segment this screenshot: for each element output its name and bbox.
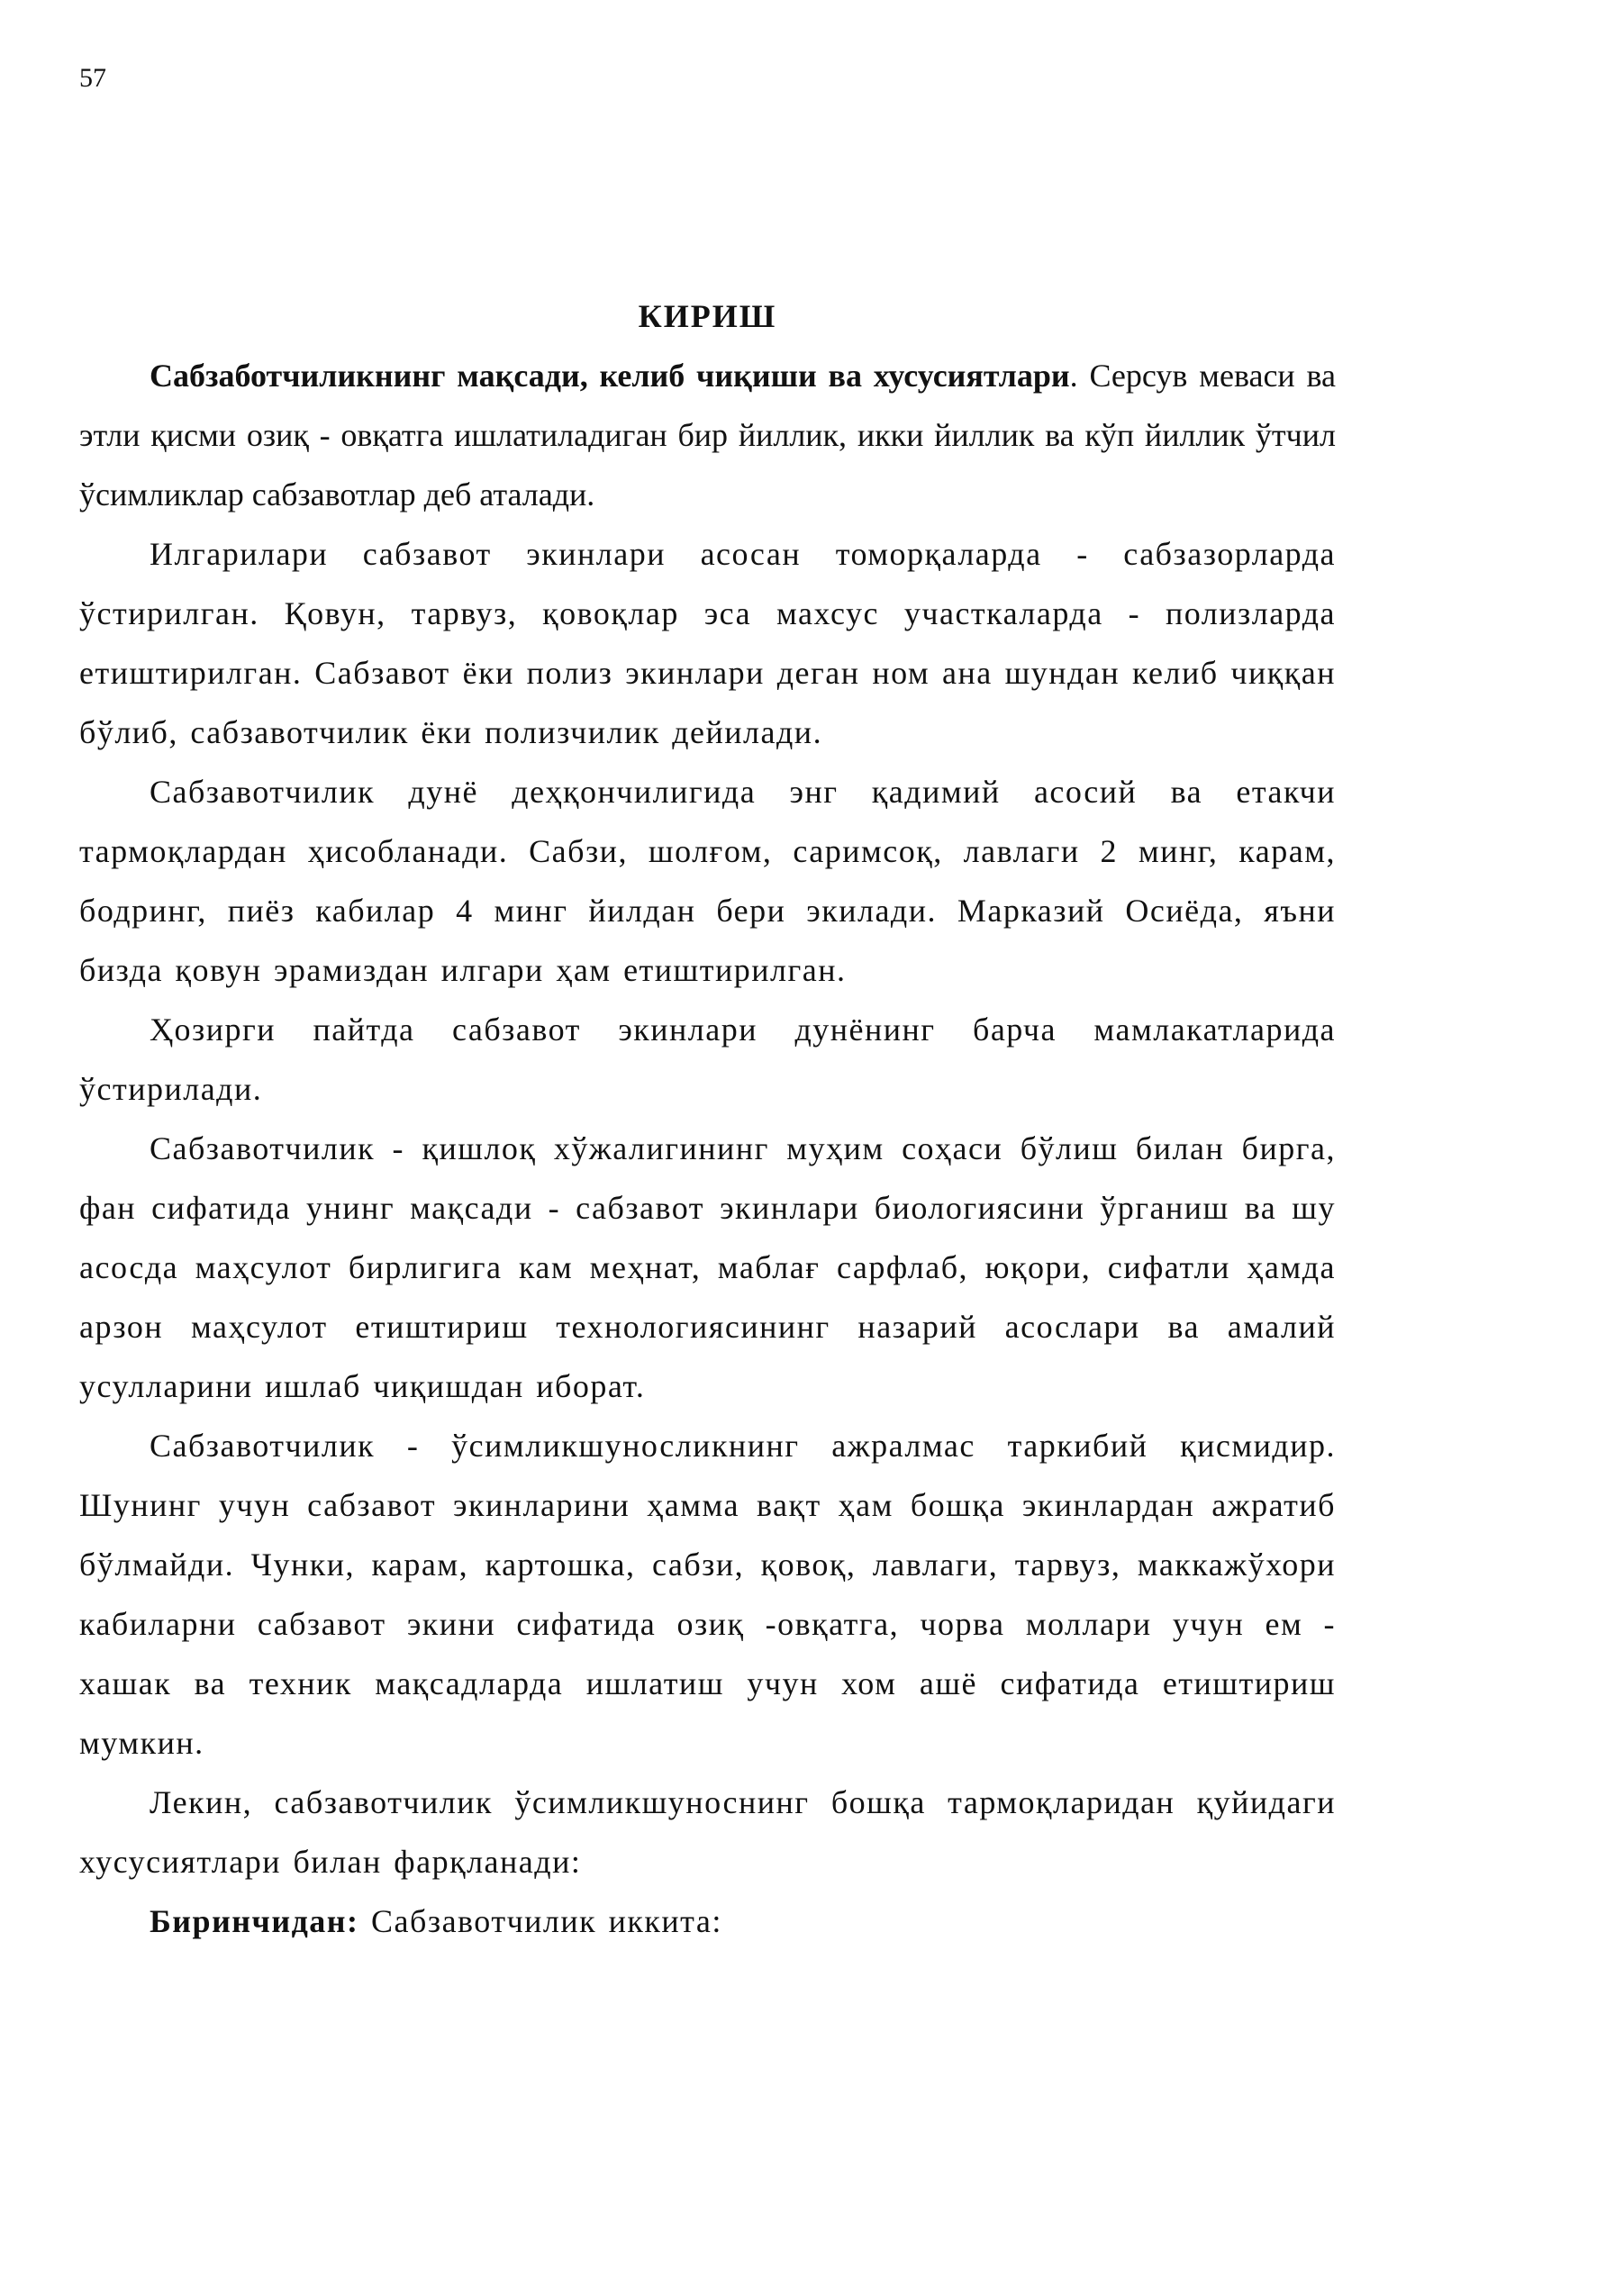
paragraph-plant-science: Сабзавотчилик - ўсимликшуносликнинг ажралмас таркибий қисмидир. Шунинг учун сабзавот экинларини ҳамма вақт ҳам бошқа экинлардан ажратиб бўлмайди. Чунки, карам, картошка, сабзи, қовоқ, лавлаги, тарвуз, маккажўхори кабиларни сабзавот экини сифатида озиқ -овқатга, чорва моллари учун ем - хашак ва техник мақсадларда ишлатиш учун хом ашё сифатида етиштириш мумкин.: [79, 1428, 1336, 1761]
page-number: 57: [79, 63, 106, 93]
paragraph-firstly: [79, 1891, 1336, 1951]
section-heading: КИРИШ: [638, 298, 777, 334]
paragraph-intro-bold-lead: Сабзаботчиликнинг мақсади, келиб чиқиши ва хусусиятлари: [150, 358, 1070, 394]
paragraph-worldwide: Ҳозирги пайтда сабзавот экинлари дунёнинг барча мамлакатларида ўстирилади.: [79, 1011, 1336, 1107]
paragraph-science-goal: Сабзавотчилик - қишлоқ хўжалигининг муҳим соҳаси бўлиш билан бирга, фан сифатида унинг мақсади - сабзавот экинлари биологиясини ўрганиш ва шу асосда маҳсулот бирлигига кам меҳнат, маблағ сарфлаб, юқори, сифатли ҳамда арзон маҳсулот етиштириш технологиясининг назарий асослари ва амалий усулларини ишлаб чиқишдан иборат.: [79, 1130, 1336, 1404]
paragraph-firstly-text: Сабзавотчилик иккита:: [358, 1903, 722, 1939]
paragraph-ancient-crops: Сабзавотчилик дунё деҳқончилигида энг қадимий асосий ва етакчи тармоқлардан ҳисобланади. Сабзи, шолғом, саримсоқ, лавлаги 2 минг, карам, бодринг, пиёз кабилар 4 минг йилдан бери экилади. Марказий Осиёда, яъни бизда қовун эрамиздан илгари ҳам етиштирилган.: [79, 774, 1336, 988]
paragraph-firstly-bold-lead: Биринчидан:: [150, 1903, 359, 1939]
paragraph-differences: Лекин, сабзавотчилик ўсимликшуноснинг бошқа тармоқларидан қуйидаги хусусиятлари билан фарқланади:: [79, 1784, 1336, 1880]
document-body: [79, 286, 1336, 1951]
paragraph-intro-text: . Серсув меваси ва этли қисми озиқ - овқатга ишлатиладиган бир йиллик, икки йиллик ва кўп йиллик ўтчил ўсимликлар сабзавотлар деб аталади.: [79, 358, 1336, 513]
paragraph-intro: [79, 346, 1336, 524]
paragraph-history: Илгарилари сабзавот экинлари асосан томорқаларда - сабзазорларда ўстирилган. Қовун, тарвуз, қовоқлар эса махсус участкаларда - полизларда етиштирилган. Сабзавот ёки полиз экинлари деган ном ана шундан келиб чиққан бўлиб, сабзавотчилик ёки полизчилик дейилади.: [79, 536, 1336, 750]
